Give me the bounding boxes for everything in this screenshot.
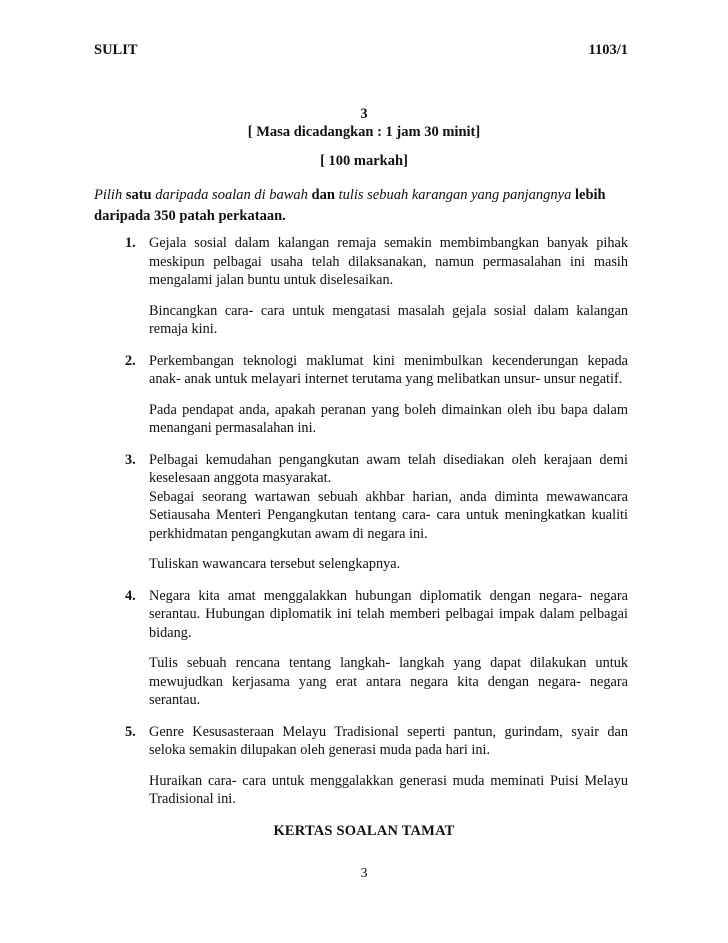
question-task: Bincangkan cara- cara untuk mengatasi masalah gejala sosial dalam kalangan remaja kini. xyxy=(149,302,628,337)
question-text: Negara kita amat menggalakkan hubungan diplomatik dengan negara- negara serantau. Hubungan diplomatik ini telah memberi pelbagai impak dalam pelbagai bidang. xyxy=(149,587,628,641)
header-code: 1103/1 xyxy=(588,42,628,58)
instruction-part: satu xyxy=(125,187,152,203)
instruction-part: tulis sebuah karangan yang panjangnya xyxy=(338,187,572,203)
question-3 xyxy=(94,451,628,574)
question-number: 3. xyxy=(125,451,136,468)
question-1 xyxy=(94,234,628,339)
question-task: Tulis sebuah rencana tentang langkah- langkah yang dapat dilakukan untuk mewujudkan kerjasama yang erat antara negara kita dengan negara- negara serantau. xyxy=(149,655,628,708)
section-number: 3 xyxy=(360,106,368,122)
question-text: Gejala sosial dalam kalangan remaja semakin membimbangkan banyak pihak meskipun pelbagai usaha telah dilaksanakan, namun permasalahan ini masih mengalami jalan buntu untuk diselesaikan. xyxy=(149,235,628,288)
question-4 xyxy=(94,587,628,710)
question-text: Pelbagai kemudahan pengangkutan awam telah disediakan oleh kerajaan demi keselesaan anggota masyarakat. xyxy=(149,451,628,486)
question-number: 4. xyxy=(125,587,136,604)
question-5 xyxy=(94,723,628,809)
question-text: Genre Kesusasteraan Melayu Tradisional seperti pantun, gurindam, syair dan seloka semakin dilupakan oleh generasi muda pada hari ini. xyxy=(149,723,628,758)
instruction xyxy=(94,185,628,227)
question-number: 1. xyxy=(125,235,136,251)
question-text: Perkembangan teknologi maklumat kini menimbulkan kecenderungan kepada anak- anak untuk melayari internet terutama yang melibatkan unsur- unsur negatif. xyxy=(149,352,628,387)
instruction-part: Pilih xyxy=(94,187,123,203)
question-text: Sebagai seorang wartawan sebuah akhbar harian, anda diminta mewawancara Setiausaha Menteri Pengangkutan tentang cara- cara untuk meningkatkan kualiti perkhidmatan pengangkutan awam di negara ini. xyxy=(149,488,628,542)
instruction-part: daripada soalan di bawah xyxy=(155,187,308,203)
question-list xyxy=(94,234,628,809)
total-marks: [ 100 markah] xyxy=(320,153,408,169)
page-number: 3 xyxy=(360,866,368,881)
question-task: Huraikan cara- cara untuk menggalakkan generasi muda meminati Puisi Melayu Tradisional ini. xyxy=(149,772,628,807)
question-task: Pada pendapat anda, apakah peranan yang boleh dimainkan oleh ibu bapa dalam menangani permasalahan ini. xyxy=(149,401,628,436)
header-sulit: SULIT xyxy=(94,42,138,58)
question-number: 5. xyxy=(125,723,136,740)
question-2 xyxy=(94,352,628,438)
instruction-part: dan xyxy=(311,187,335,203)
instruction-part: lebih daripada 350 patah perkataan. xyxy=(94,187,606,224)
end-of-paper: KERTAS SOALAN TAMAT xyxy=(273,823,455,839)
question-task: Tuliskan wawancara tersebut selengkapnya. xyxy=(149,556,401,572)
question-number: 2. xyxy=(125,352,136,369)
time-allocation: [ Masa dicadangkan : 1 jam 30 minit] xyxy=(247,124,481,140)
